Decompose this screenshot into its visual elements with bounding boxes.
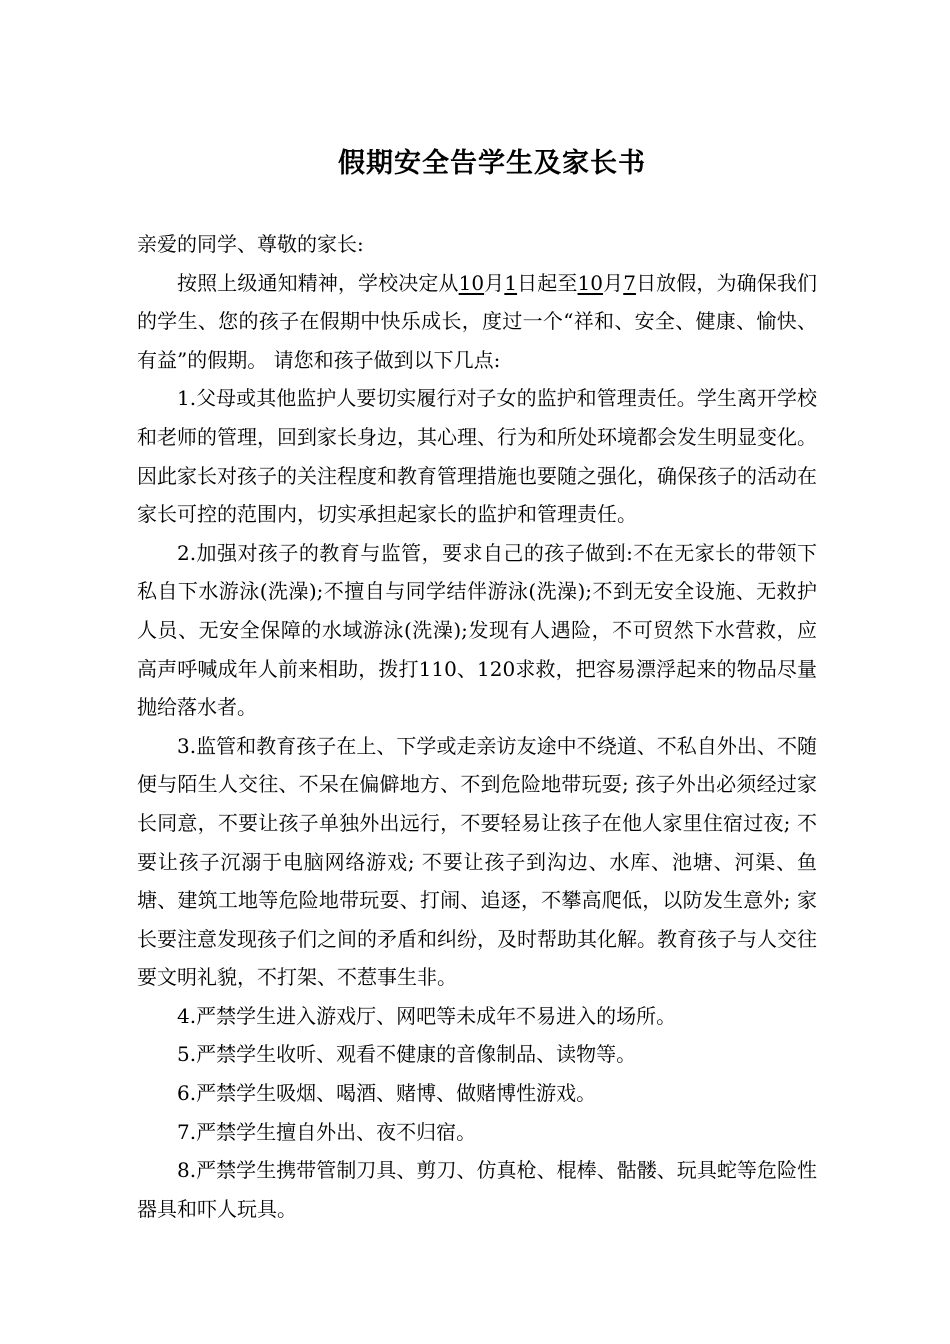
end-month: 10	[577, 270, 603, 295]
list-item: 7.严禁学生擅自外出、夜不归宿。	[177, 1119, 477, 1144]
start-day: 1	[504, 270, 518, 295]
intro-text: 按照上级通知精神，学校决定从	[177, 270, 459, 295]
intro-text: 日起至	[517, 270, 578, 295]
intro-text: 日放假，为确保我们的学生、您的孩子在假期中快乐成长，度过一个“祥和、安全、健康、愉快、有益”的假期。 请您和孩子做到以下几点:	[137, 270, 818, 372]
list-item: 2.加强对孩子的教育与监管，要求自己的孩子做到:不在无家长的带领下私自下水游泳(洗澡);不擅自与同学结伴游泳(洗澡);不到无安全设施、无救护人员、无安全保障的水域游泳(洗澡);发现有人遇险，不可贸然下水营救，应高声呼喊成年人前来相助，拨打110、120求救，把容易漂浮起来的物品尽量抛给落水者。	[137, 540, 817, 720]
list-item: 6.严禁学生吸烟、喝酒、赌博、做赌博性游戏。	[177, 1081, 597, 1106]
list-item: 3.监管和教育孩子在上、下学或走亲访友途中不绕道、不私自外出、不随便与陌生人交往、不呆在偏僻地方、不到危险地带玩耍; 孩子外出必须经过家长同意，不要让孩子单独外出远行，不要轻易让孩子在他人家里住宿过夜; 不要让孩子沉溺于电脑网络游戏; 不要让孩子到沟边、水库、池塘、河渠、鱼塘、建筑工地等危险地带玩耍、打闹、追逐，不攀高爬低，以防发生意外; 家长要注意发现孩子们之间的矛盾和纠纷，及时帮助其化解。教育孩子与人交往要文明礼貌，不打架、不惹事生非。	[137, 733, 817, 990]
list-item: 5.严禁学生收听、观看不健康的音像制品、读物等。	[177, 1042, 637, 1067]
intro-text: 月	[484, 270, 505, 295]
list-item: 1.父母或其他监护人要切实履行对子女的监护和管理责任。学生离开学校和老师的管理，回到家长身边，其心理、行为和所处环境都会发生明显变化。因此家长对孩子的关注程度和教育管理措施也要随之强化，确保孩子的活动在家长可控的范围内，切实承担起家长的监护和管理责任。	[137, 386, 817, 527]
document-title: 假期安全告学生及家长书	[338, 148, 646, 179]
intro-paragraph	[137, 264, 817, 380]
list-item: 4.严禁学生进入游戏厅、网吧等未成年不易进入的场所。	[177, 1003, 677, 1028]
document-body	[137, 225, 817, 1228]
end-day: 7	[623, 270, 636, 295]
intro-text: 月	[602, 270, 624, 295]
list-item: 8.严禁学生携带管制刀具、剪刀、仿真枪、棍棒、骷髅、玩具蛇等危险性器具和吓人玩具。	[137, 1158, 817, 1221]
greeting: 亲爱的同学、尊敬的家长:	[137, 232, 364, 256]
start-month: 10	[458, 270, 485, 295]
